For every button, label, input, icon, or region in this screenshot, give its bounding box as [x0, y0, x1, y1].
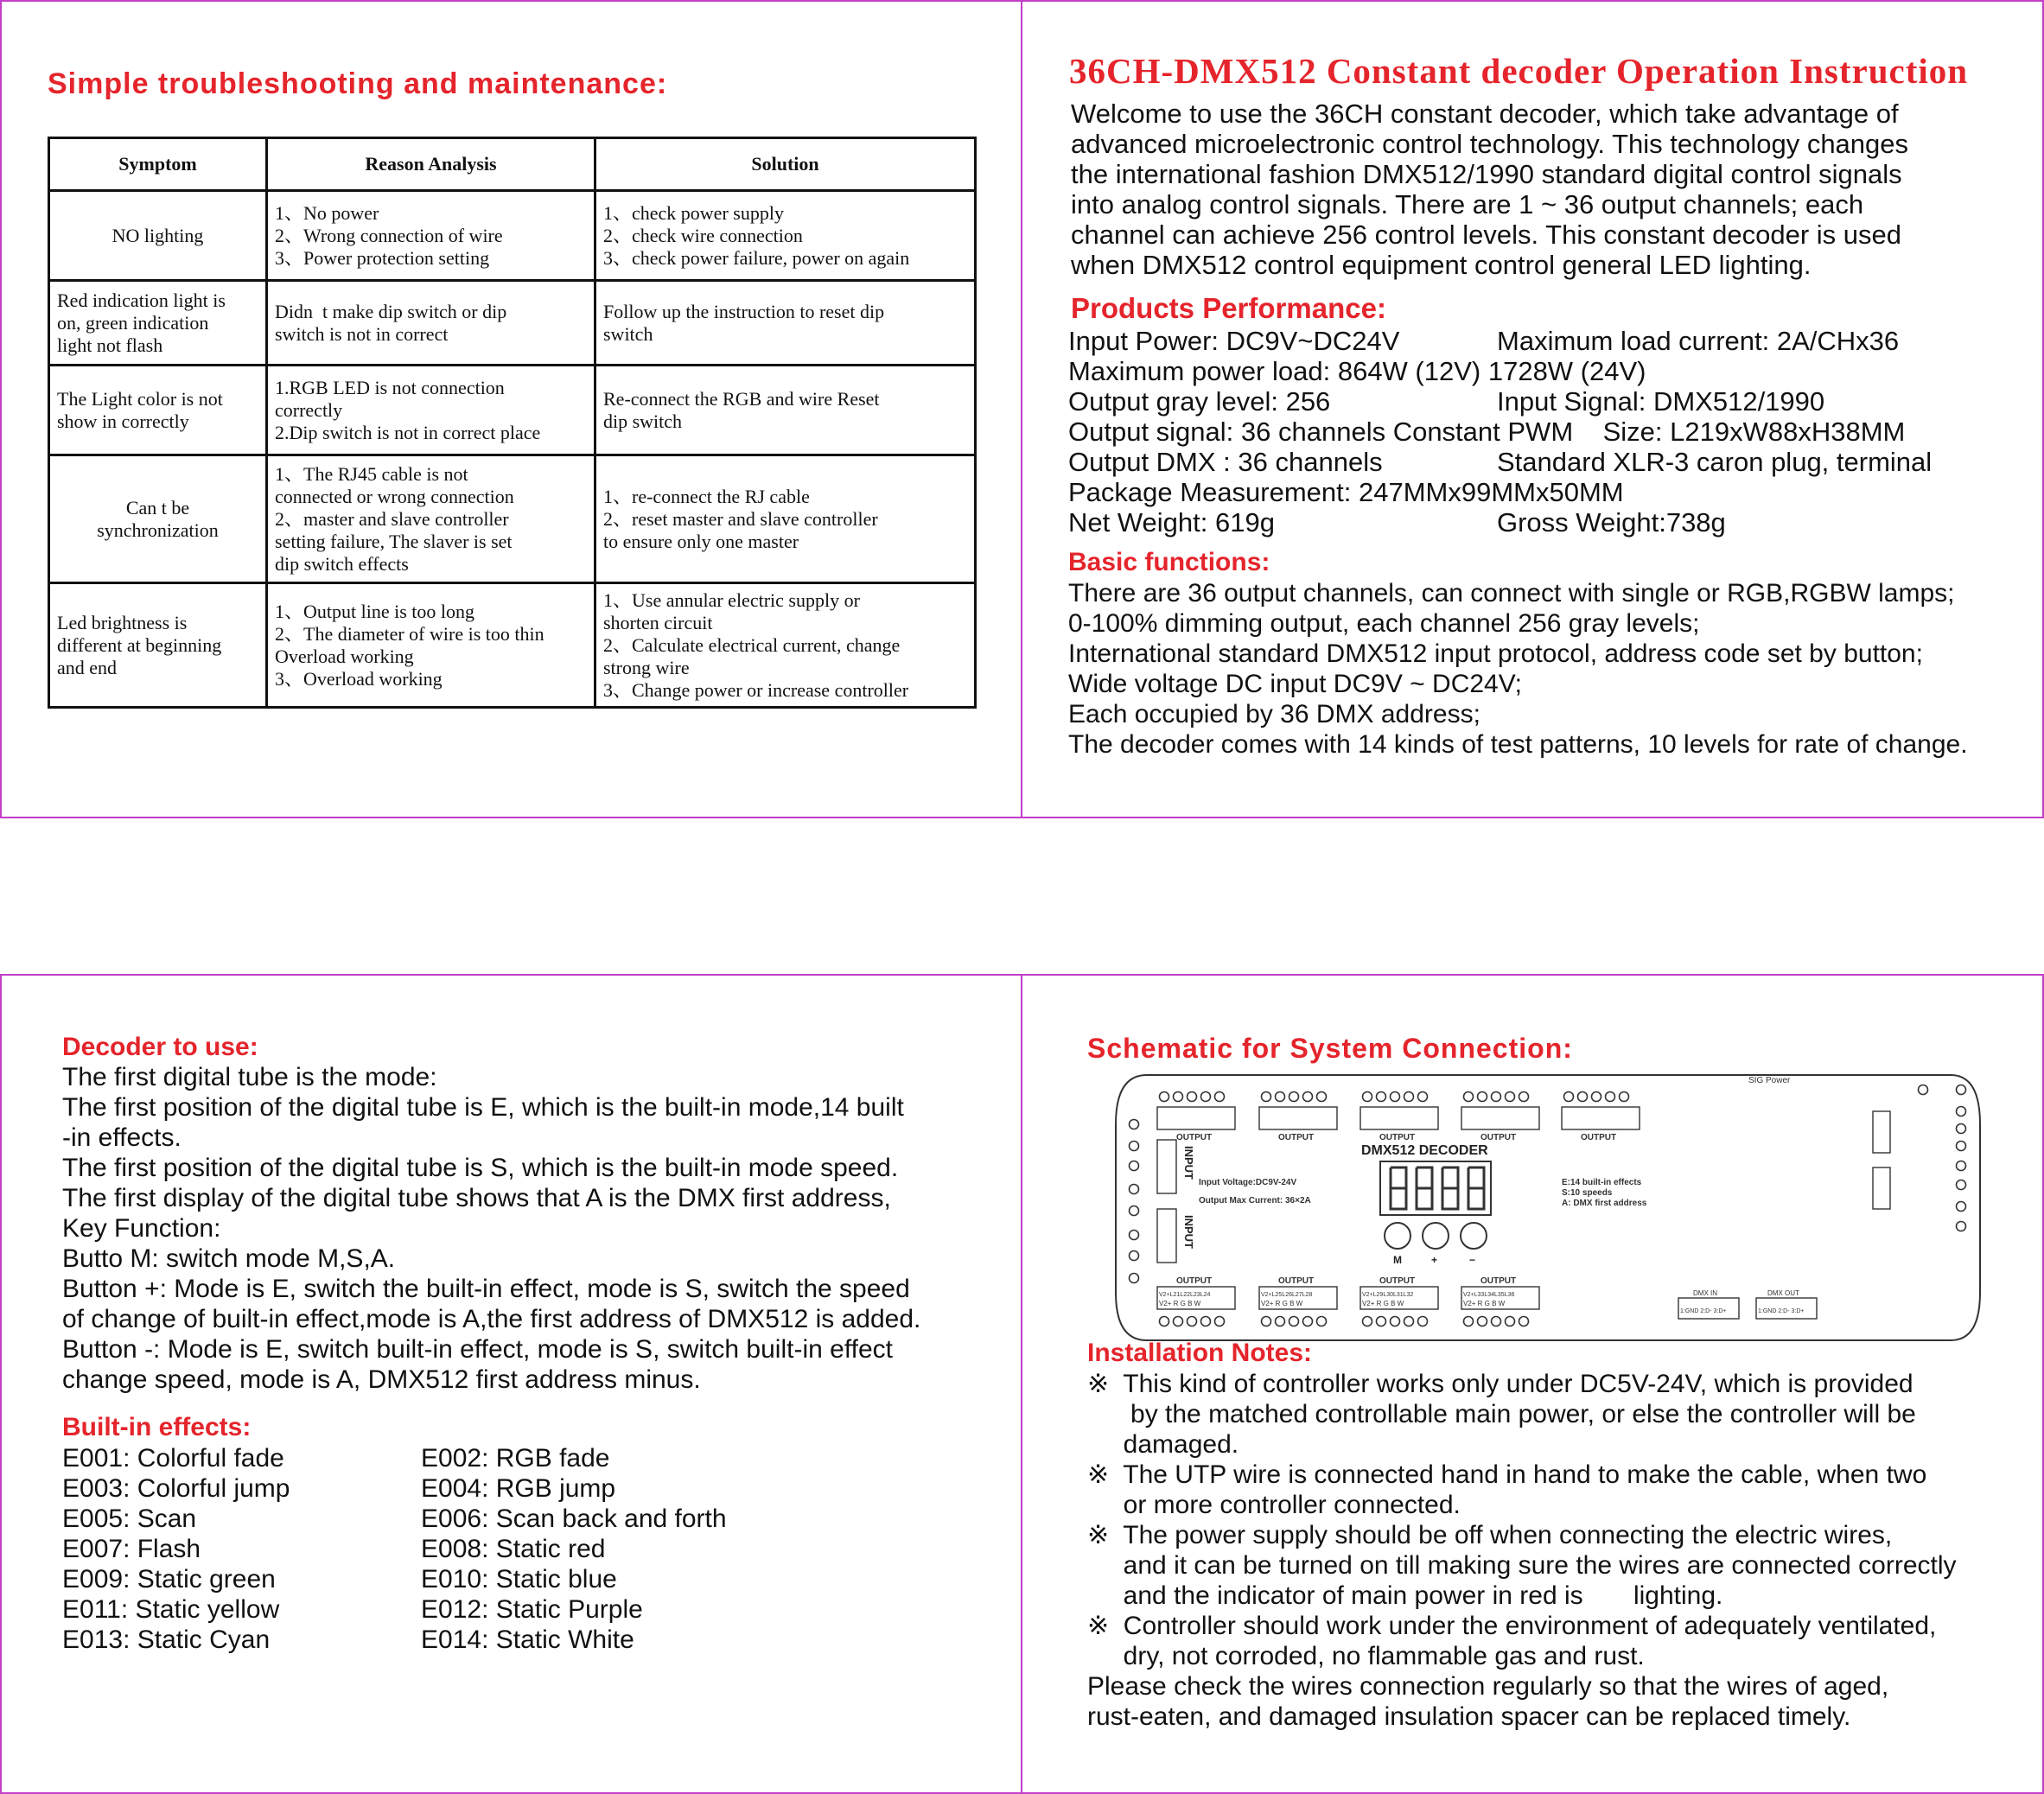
- performance-row: [1068, 326, 1905, 356]
- dmx-in-pins: 1:GND 2:D- 3:D+: [1680, 1308, 1727, 1314]
- terminal-hole-icon: [1130, 1231, 1139, 1240]
- output-label: OUTPUT: [1278, 1276, 1315, 1286]
- symptom-cell: Red indication light is on, green indication light not flash: [49, 281, 267, 366]
- digit-segment: [1442, 1167, 1458, 1209]
- performance-row: [1068, 447, 1933, 477]
- terminal-hole-icon: [1957, 1142, 1966, 1151]
- output-label: OUTPUT: [1176, 1133, 1213, 1142]
- performance-row: [1068, 417, 1905, 447]
- terminal-hole-icon: [1957, 1161, 1966, 1171]
- indicator-light-icon: [1919, 1085, 1928, 1095]
- table-row: [49, 281, 976, 366]
- terminal-hole-icon: [1130, 1120, 1139, 1129]
- rgbw-label: V2+ R G B W: [1463, 1300, 1506, 1307]
- dmx-in-label: DMX IN: [1693, 1289, 1717, 1297]
- terminal-hole-icon: [1506, 1092, 1515, 1102]
- output-terminal-block: [1562, 1107, 1640, 1129]
- effect-left: E011: Static yellow: [62, 1595, 280, 1624]
- terminal-hole-icon: [1606, 1092, 1615, 1102]
- instruction-panel: [1021, 0, 2044, 818]
- decoder-use-text: The first digital tube is the mode: The first position of the digital tube is E, which is the built-in mode,14 built -in effects. The first position of the digital tube is S, which is the built-in mode speed. The first display of the digital tube shows that A is the DMX first address, Key Function: Butto M: switch mode M,S,A. Button +: Mode is E, switch the built-in effect, mode is S, switch the speed of change of built-in effect,mode is A,the first address of DMX512 is added. Button -: Mode is E, switch built-in effect, mode is S, switch built-in effect change speed, mode is A, DMX512 first address minus.: [62, 1063, 921, 1394]
- terminal-hole-icon: [1215, 1092, 1225, 1102]
- effect-right: E004: RGB jump: [421, 1474, 616, 1503]
- terminal-hole-icon: [1289, 1092, 1299, 1102]
- terminal-hole-icon: [1130, 1161, 1139, 1171]
- decoder-name: DMX512 DECODER: [1361, 1143, 1488, 1158]
- button-m-label: M: [1393, 1254, 1402, 1266]
- perf-right: Standard XLR-3 caron plug, terminal: [1497, 447, 1933, 477]
- terminal-hole-icon: [1957, 1085, 1966, 1095]
- perf-left: Output signal: 36 channels Constant PWM Size: L219xW88xH38MM: [1068, 417, 1906, 447]
- list-item: [62, 1473, 616, 1504]
- terminal-hole-icon: [1957, 1222, 1966, 1231]
- schematic-heading: Schematic for System Connection:: [1087, 1033, 1573, 1064]
- perf-right: Input Signal: DMX512/1990: [1497, 386, 1825, 417]
- effect-right: E008: Static red: [421, 1535, 606, 1563]
- solution-cell: Follow up the instruction to reset dip switch: [595, 281, 976, 366]
- header-solution: Solution: [595, 138, 976, 191]
- effects-list: [62, 1443, 727, 1655]
- terminal-hole-icon: [1391, 1317, 1400, 1326]
- basic-functions-text: There are 36 output channels, can connect with single or RGB,RGBW lamps; 0-100% dimming output, each channel 256 gray levels; International standard DMX512 input protocol, address code set by button; Wide voltage DC input DC9V ~ DC24V; Each occupied by 36 DMX address; The decoder comes with 14 kinds of test patterns, 10 levels for rate of change.: [1068, 579, 1968, 759]
- header-reason: Reason Analysis: [267, 138, 595, 191]
- terminal-hole-icon: [1418, 1317, 1428, 1326]
- table-header-row: [49, 138, 976, 191]
- channel-label: V2+L29L30L31L32: [1362, 1292, 1414, 1298]
- symptom-cell: NO lighting: [49, 191, 267, 281]
- installation-notes-heading: Installation Notes:: [1087, 1339, 1313, 1367]
- spec-current: Output Max Current: 36×2A: [1199, 1196, 1311, 1206]
- output-label: OUTPUT: [1278, 1133, 1315, 1142]
- effect-right: E012: Static Purple: [421, 1595, 643, 1624]
- reason-cell: 1、Output line is too long 2、The diameter of wire is too thin Overload working 3、Overload working: [267, 583, 595, 708]
- digit-segment: [1391, 1167, 1406, 1209]
- table-row: [49, 366, 976, 455]
- terminal-hole-icon: [1174, 1092, 1183, 1102]
- terminal-hole-icon: [1957, 1202, 1966, 1212]
- terminal-hole-icon: [1130, 1274, 1139, 1283]
- terminal-hole-icon: [1418, 1092, 1428, 1102]
- rgbw-label: V2+ R G B W: [1362, 1300, 1404, 1307]
- list-item: [62, 1443, 610, 1473]
- output-terminal-block: [1259, 1107, 1337, 1129]
- table-row: [49, 191, 976, 281]
- effect-left: E013: Static Cyan: [62, 1625, 271, 1654]
- effect-right: E014: Static White: [421, 1625, 634, 1654]
- spec-voltage: Input Voltage:DC9V-24V: [1199, 1178, 1297, 1187]
- terminal-hole-icon: [1276, 1317, 1285, 1326]
- button-minus[interactable]: [1461, 1223, 1487, 1249]
- channel-label: V2+L33L34L35L36: [1463, 1292, 1515, 1298]
- terminal-hole-icon: [1391, 1092, 1400, 1102]
- output-label: OUTPUT: [1480, 1133, 1517, 1142]
- effect-right: E002: RGB fade: [421, 1444, 610, 1473]
- perf-left: Package Measurement: 247MMx99MMx50MM: [1068, 477, 1624, 507]
- terminal-hole-icon: [1620, 1092, 1629, 1102]
- terminal-hole-icon: [1188, 1092, 1197, 1102]
- built-in-effects-heading: Built-in effects:: [62, 1413, 252, 1441]
- terminal-hole-icon: [1289, 1317, 1299, 1326]
- header-symptom: Symptom: [49, 138, 267, 191]
- terminal-hole-icon: [1492, 1317, 1501, 1326]
- list-item: [62, 1564, 617, 1594]
- intro-text: Welcome to use the 36CH constant decoder, which take advantage of advanced microelectronic control technology. This technology changes the international fashion DMX512/1990 standard digital control signals into analog control signals. There are 1 ~ 36 output channels; each channel can achieve 256 control levels. This constant decoder is used when DMX512 control equipment control general LED lighting.: [1071, 99, 1909, 280]
- output-label: OUTPUT: [1480, 1276, 1517, 1286]
- terminal-hole-icon: [1262, 1092, 1271, 1102]
- terminal-hole-icon: [1957, 1124, 1966, 1134]
- performance-row: [1068, 356, 1905, 386]
- terminal-hole-icon: [1578, 1092, 1588, 1102]
- effect-right: E006: Scan back and forth: [421, 1505, 727, 1533]
- output-terminal-block: [1461, 1107, 1539, 1129]
- terminal-hole-icon: [1478, 1317, 1487, 1326]
- solution-cell: Re-connect the RGB and wire Reset dip switch: [595, 366, 976, 455]
- symptom-cell: Can t be synchronization: [49, 455, 267, 583]
- terminal-hole-icon: [1404, 1092, 1414, 1102]
- terminal-hole-icon: [1317, 1317, 1327, 1326]
- terminal-hole-icon: [1957, 1180, 1966, 1190]
- button-plus-label: +: [1431, 1254, 1438, 1266]
- rgbw-label: V2+ R G B W: [1261, 1300, 1303, 1307]
- perf-left: Output gray level: 256: [1068, 386, 1331, 417]
- input-label-1: INPUT: [1182, 1146, 1195, 1180]
- terminal-hole-icon: [1564, 1092, 1574, 1102]
- mode-a-desc: A: DMX first address: [1562, 1199, 1647, 1208]
- terminal-hole-icon: [1464, 1317, 1474, 1326]
- symptom-cell: The Light color is not show in correctly: [49, 366, 267, 455]
- terminal-hole-icon: [1317, 1092, 1327, 1102]
- effect-left: E001: Colorful fade: [62, 1444, 284, 1473]
- troubleshooting-table: [48, 137, 977, 709]
- terminal-hole-icon: [1363, 1317, 1372, 1326]
- output-label: OUTPUT: [1379, 1276, 1416, 1286]
- terminal-hole-icon: [1957, 1107, 1966, 1116]
- terminal-hole-icon: [1506, 1317, 1515, 1326]
- terminal-hole-icon: [1130, 1206, 1139, 1216]
- terminal-hole-icon: [1130, 1185, 1139, 1194]
- perf-left: Maximum power load: 864W (12V) 1728W (24V): [1068, 356, 1646, 386]
- digit-segment: [1417, 1167, 1432, 1209]
- effect-left: E009: Static green: [62, 1565, 276, 1594]
- terminal-hole-icon: [1262, 1317, 1271, 1326]
- solution-cell: 1、Use annular electric supply or shorten circuit 2、Calculate electrical current, change strong wire 3、Change power or increase controller: [595, 583, 976, 708]
- performance-row: [1068, 477, 1905, 507]
- terminal-hole-icon: [1303, 1092, 1313, 1102]
- terminal-hole-icon: [1478, 1092, 1487, 1102]
- solution-cell: 1、check power supply 2、check wire connection 3、check power failure, power on again: [595, 191, 976, 281]
- decoder-use-heading: Decoder to use:: [62, 1033, 258, 1061]
- terminal-hole-icon: [1464, 1092, 1474, 1102]
- button-minus-label: −: [1469, 1254, 1476, 1266]
- table-row: [49, 583, 976, 708]
- dmx-out-pins: 1:GND 2:D- 3:D+: [1758, 1308, 1805, 1314]
- output-label: OUTPUT: [1176, 1276, 1213, 1286]
- performance-row: [1068, 386, 1905, 417]
- performance-row: [1068, 507, 1905, 538]
- terminal-hole-icon: [1276, 1092, 1285, 1102]
- terminal-hole-icon: [1215, 1317, 1225, 1326]
- mode-s-desc: S:10 speeds: [1562, 1188, 1613, 1198]
- output-terminal-block: [1360, 1107, 1438, 1129]
- effect-right: E010: Static blue: [421, 1565, 617, 1594]
- reason-cell: Didn t make dip switch or dip switch is not in correct: [267, 281, 595, 366]
- terminal-hole-icon: [1303, 1317, 1313, 1326]
- channel-label: V2+L25L26L27L28: [1261, 1292, 1313, 1298]
- rgbw-label: V2+ R G B W: [1159, 1300, 1201, 1307]
- channel-label: V2+L21L22L23L24: [1159, 1292, 1211, 1298]
- perf-left: Output DMX : 36 channels: [1068, 447, 1383, 477]
- terminal-hole-icon: [1201, 1092, 1211, 1102]
- terminal-hole-icon: [1492, 1092, 1501, 1102]
- dmx-out-label: DMX OUT: [1767, 1289, 1799, 1297]
- input-label-2: INPUT: [1182, 1215, 1195, 1249]
- terminal-hole-icon: [1592, 1092, 1601, 1102]
- troubleshooting-title: Simple troubleshooting and maintenance:: [48, 67, 668, 100]
- effect-left: E005: Scan: [62, 1505, 197, 1533]
- list-item: [62, 1594, 643, 1625]
- perf-left: Net Weight: 619g: [1068, 507, 1275, 538]
- decoder-device-diagram: [1112, 1072, 1982, 1343]
- troubleshooting-panel: [0, 0, 1022, 818]
- terminal-hole-icon: [1160, 1092, 1169, 1102]
- terminal-hole-icon: [1130, 1251, 1139, 1261]
- performance-heading: Products Performance:: [1071, 292, 1386, 324]
- solution-cell: 1、re-connect the RJ cable 2、reset master and slave controller to ensure only one master: [595, 455, 976, 583]
- terminal-hole-icon: [1377, 1317, 1386, 1326]
- symptom-cell: Led brightness is different at beginning and end: [49, 583, 267, 708]
- output-terminal-block: [1157, 1107, 1235, 1129]
- reason-cell: 1.RGB LED is not connection correctly 2.Dip switch is not in correct place: [267, 366, 595, 455]
- terminal-hole-icon: [1404, 1317, 1414, 1326]
- mode-e-desc: E:14 built-in effects: [1562, 1178, 1642, 1187]
- effect-left: E007: Flash: [62, 1535, 201, 1563]
- effect-left: E003: Colorful jump: [62, 1474, 290, 1503]
- basic-functions-heading: Basic functions:: [1068, 548, 1270, 576]
- sig-power-label: SIG Power: [1748, 1076, 1791, 1085]
- installation-notes-text: ※ This kind of controller works only under DC5V-24V, which is provided by the matched controllable main power, or else the controller will be damaged. ※ The UTP wire is connected hand in hand to make the cable, when two or more controller connected. ※ The power supply should be off when connecting the electric wires, and it can be turned on till making sure the wires are connected correctly and the indicator of main power in red is lighting. ※ Controller should work under the environment of adequately ventilated, dry, not corroded, no flammable gas and rust. Please check the wires connection regularly so that the wires of aged, rust-eaten, and damaged insulation spacer can be replaced timely.: [1087, 1370, 1957, 1731]
- list-item: [62, 1625, 634, 1655]
- terminal-hole-icon: [1188, 1317, 1197, 1326]
- table-row: [49, 455, 976, 583]
- terminal-hole-icon: [1174, 1317, 1183, 1326]
- schematic-panel: [1021, 974, 2044, 1794]
- perf-right: Gross Weight:738g: [1497, 507, 1726, 538]
- button-plus[interactable]: [1423, 1223, 1449, 1249]
- decoder-use-panel: [0, 974, 1022, 1794]
- terminal-hole-icon: [1201, 1317, 1211, 1326]
- terminal-hole-icon: [1160, 1317, 1169, 1326]
- perf-right: Maximum load current: 2A/CHx36: [1497, 326, 1900, 356]
- reason-cell: 1、The RJ45 cable is not connected or wrong connection 2、master and slave controller setting failure, The slaver is set dip switch effects: [267, 455, 595, 583]
- button-m[interactable]: [1385, 1223, 1410, 1249]
- output-label: OUTPUT: [1379, 1133, 1416, 1142]
- performance-list: [1068, 326, 1933, 538]
- list-item: [62, 1534, 606, 1564]
- list-item: [62, 1504, 727, 1534]
- output-label: OUTPUT: [1581, 1133, 1617, 1142]
- instruction-title: 36CH-DMX512 Constant decoder Operation Instruction: [1069, 51, 1969, 91]
- terminal-hole-icon: [1519, 1317, 1529, 1326]
- reason-cell: 1、No power 2、Wrong connection of wire 3、Power protection setting: [267, 191, 595, 281]
- terminal-hole-icon: [1130, 1142, 1139, 1151]
- digit-segment: [1468, 1167, 1484, 1209]
- terminal-hole-icon: [1519, 1092, 1529, 1102]
- terminal-hole-icon: [1377, 1092, 1386, 1102]
- terminal-hole-icon: [1363, 1092, 1372, 1102]
- perf-left: Input Power: DC9V~DC24V: [1068, 326, 1400, 356]
